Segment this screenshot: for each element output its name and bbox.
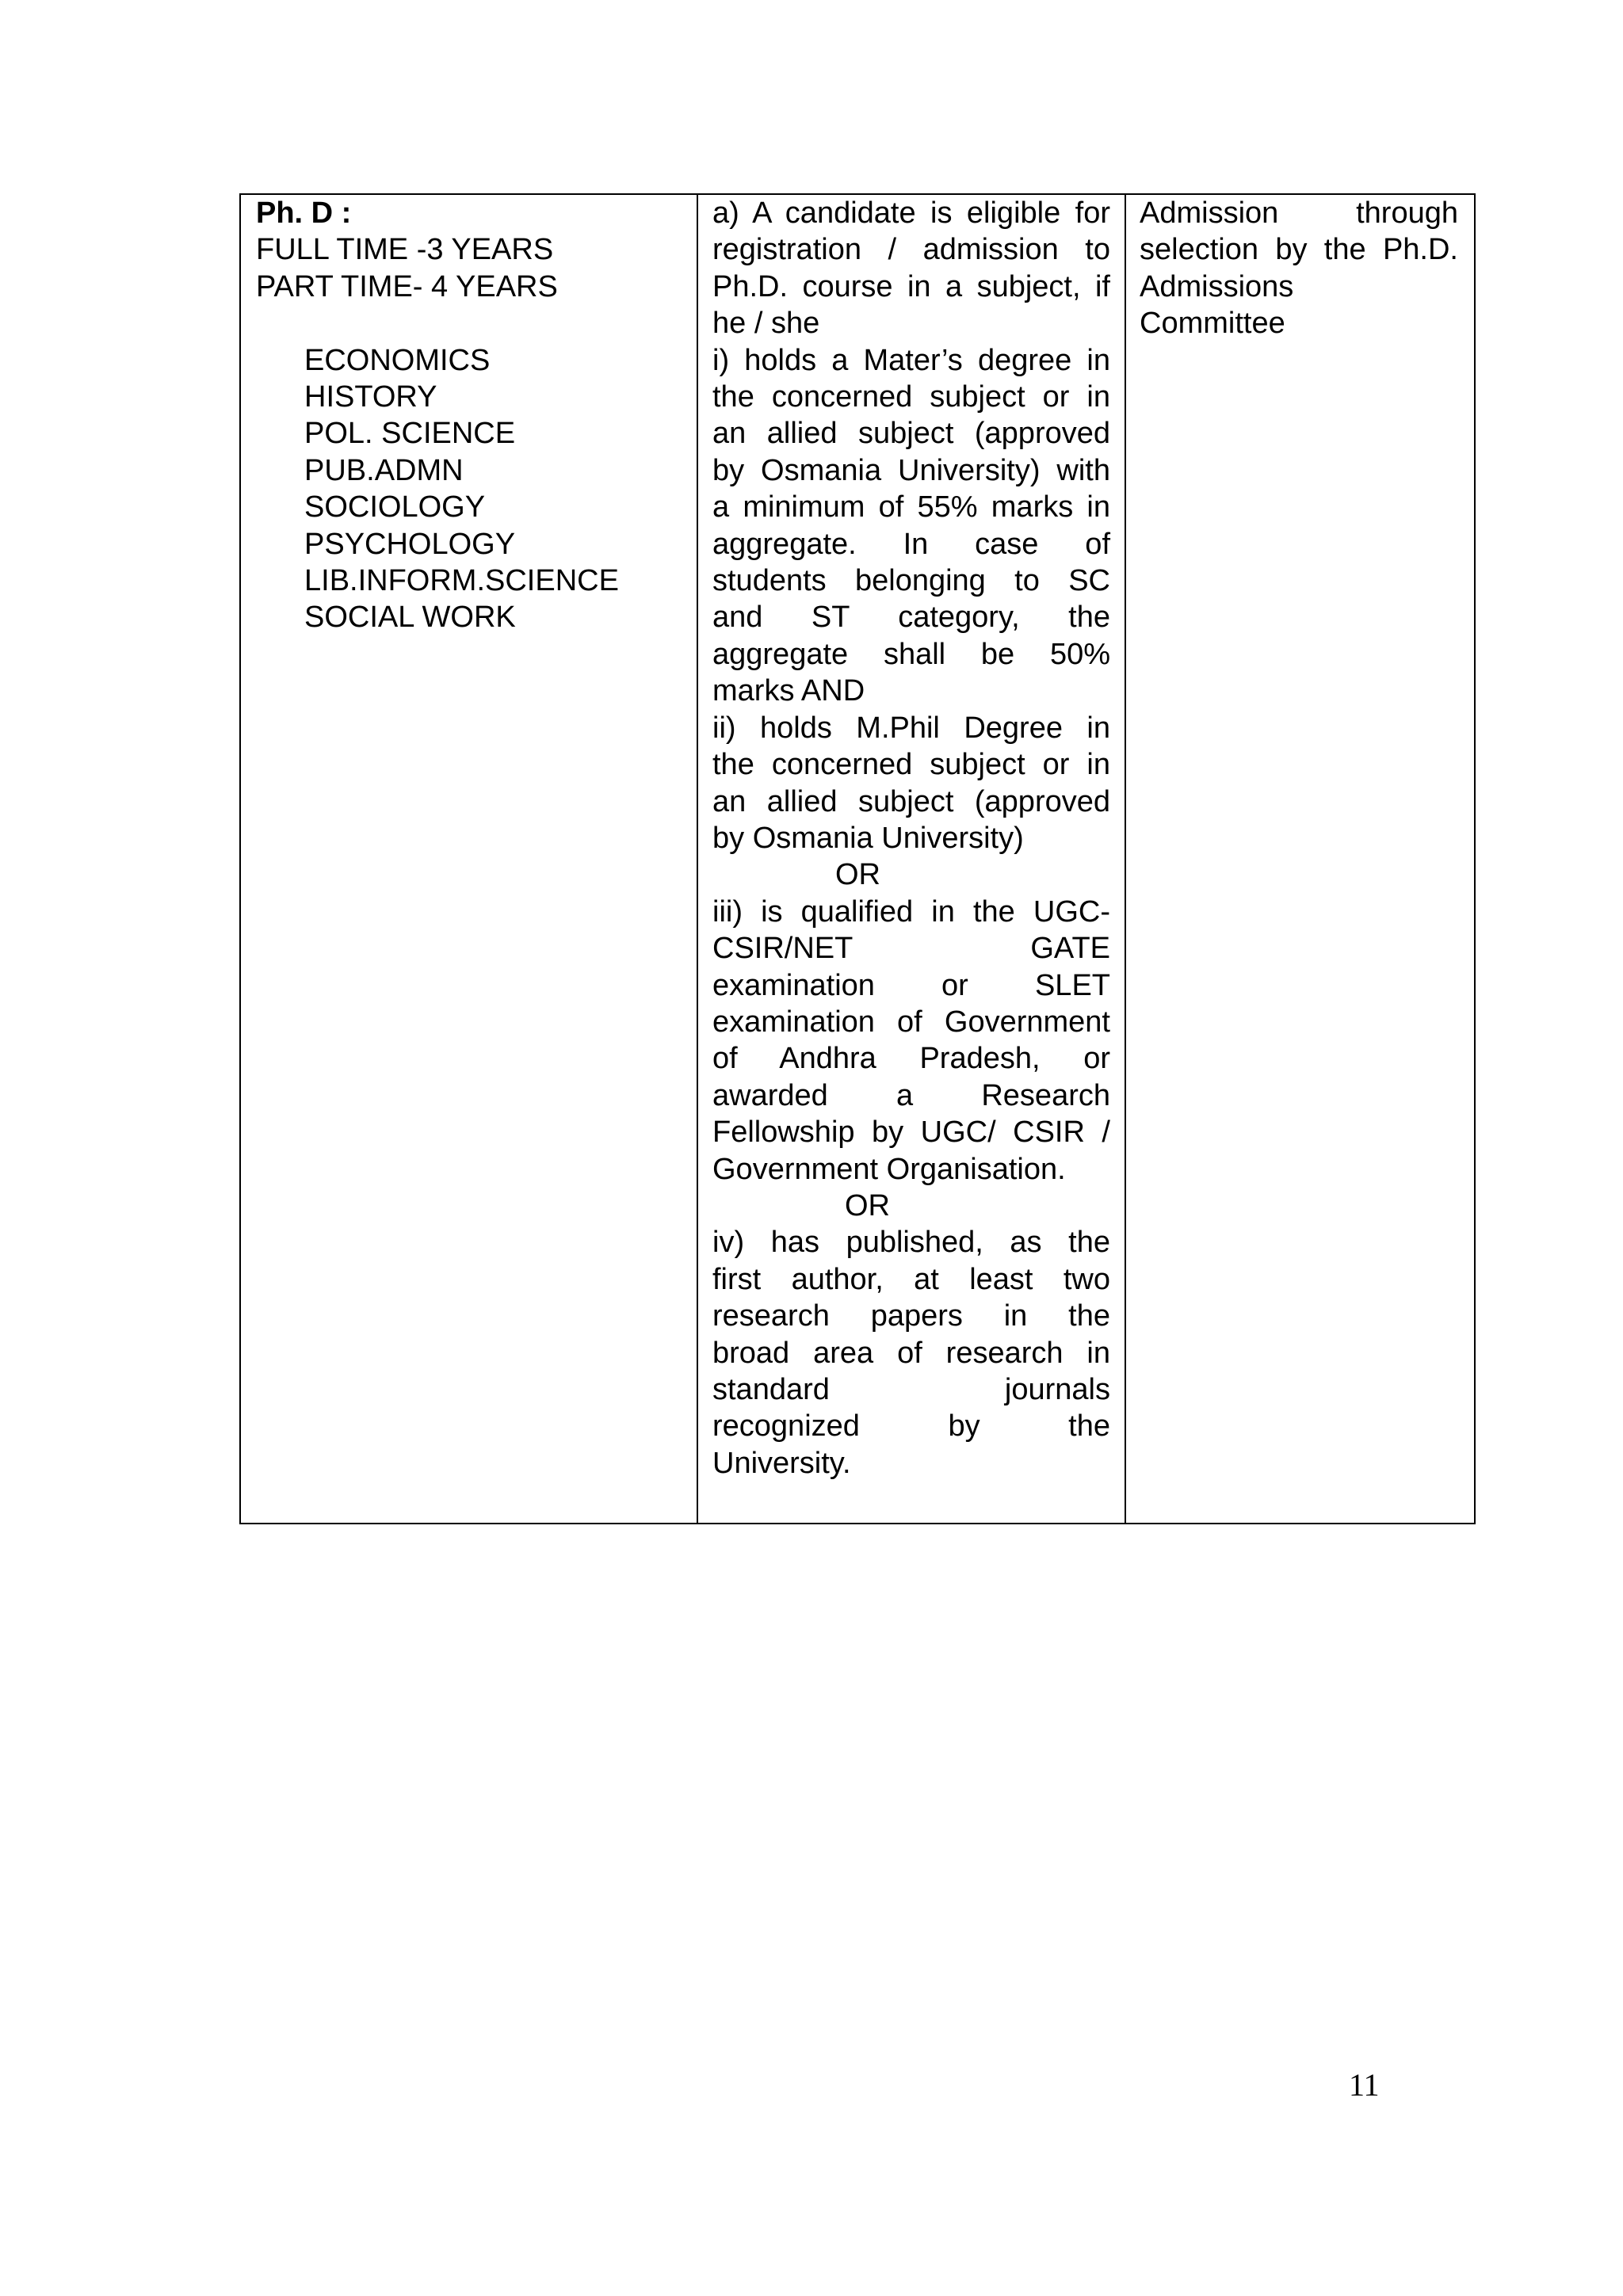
eligibility-line: examination of Government [712, 1005, 1110, 1039]
subject-item: LIB.INFORM.SCIENCE [304, 564, 619, 598]
eligibility-line: an allied subject (approved [712, 417, 1110, 451]
admission-text [1126, 195, 1474, 342]
eligibility-line: an allied subject (approved [712, 784, 1110, 818]
eligibility-line: Ph.D. course in a subject, if [712, 269, 1110, 303]
eligibility-line: registration / admission to [712, 233, 1110, 267]
spacer [256, 305, 682, 341]
admission-cell [1125, 194, 1475, 1524]
subject-item: PUB.ADMN [304, 453, 464, 487]
eligibility-line: ii) holds M.Phil Degree in [712, 711, 1110, 745]
eligibility-line: he / she [712, 307, 820, 341]
subject-item: HISTORY [304, 380, 437, 414]
eligibility-table [239, 193, 1476, 1524]
eligibility-line: aggregate. In case of [712, 527, 1110, 561]
eligibility-line: i) holds a Mater’s degree in [712, 343, 1110, 377]
eligibility-line: University. [712, 1446, 851, 1480]
subject-item: SOCIOLOGY [304, 490, 486, 524]
eligibility-line: broad area of research in [712, 1336, 1110, 1370]
table-row [240, 194, 1475, 1524]
eligibility-line: marks AND [712, 674, 865, 708]
subject-list [256, 342, 682, 636]
subject-item: PSYCHOLOGY [304, 527, 516, 561]
eligibility-line: the concerned subject or in [712, 380, 1110, 414]
eligibility-line: examination or SLET [712, 968, 1110, 1002]
subject-item: SOCIAL WORK [304, 601, 516, 635]
admission-line: Committee [1140, 307, 1285, 341]
eligibility-line: a) A candidate is eligible for [712, 196, 1110, 230]
admission-line: Admissions [1140, 269, 1294, 303]
eligibility-text [698, 195, 1125, 1482]
eligibility-line: research papers in the [712, 1299, 1110, 1333]
eligibility-line: of Andhra Pradesh, or [712, 1042, 1110, 1076]
course-title: Ph. D : [256, 196, 352, 230]
eligibility-cell [697, 194, 1125, 1524]
or-separator: OR [835, 858, 880, 892]
eligibility-line: Fellowship by UGC/ CSIR / [712, 1116, 1110, 1150]
eligibility-line: iv) has published, as the [712, 1226, 1110, 1260]
eligibility-line: a minimum of 55% marks in [712, 490, 1110, 524]
eligibility-line: recognized by the [712, 1409, 1110, 1444]
eligibility-line: aggregate shall be 50% [712, 637, 1110, 671]
eligibility-line: students belonging to SC [712, 564, 1110, 598]
duration-part-time: PART TIME- 4 YEARS [256, 269, 558, 303]
eligibility-line: and ST category, the [712, 601, 1110, 635]
eligibility-line: iii) is qualified in the UGC- [712, 894, 1110, 929]
admission-line: selection by the Ph.D. [1140, 233, 1458, 267]
eligibility-line: awarded a Research [712, 1078, 1110, 1112]
subject-item: POL. SCIENCE [304, 417, 516, 451]
eligibility-line: standard journals [712, 1373, 1110, 1406]
eligibility-line: first author, at least two [712, 1262, 1110, 1296]
eligibility-line: the concerned subject or in [712, 748, 1110, 782]
eligibility-line: by Osmania University) [712, 821, 1024, 855]
subject-item: ECONOMICS [304, 343, 491, 377]
course-cell [240, 194, 697, 1524]
or-separator: OR [845, 1188, 890, 1222]
eligibility-line: CSIR/NET GATE [712, 932, 1110, 966]
eligibility-line: by Osmania University) with [712, 453, 1110, 487]
page-number: 11 [1349, 2067, 1380, 2103]
eligibility-line: Government Organisation. [712, 1152, 1066, 1186]
duration-full-time: FULL TIME -3 YEARS [256, 233, 554, 267]
admission-line: Admission through [1140, 196, 1458, 230]
